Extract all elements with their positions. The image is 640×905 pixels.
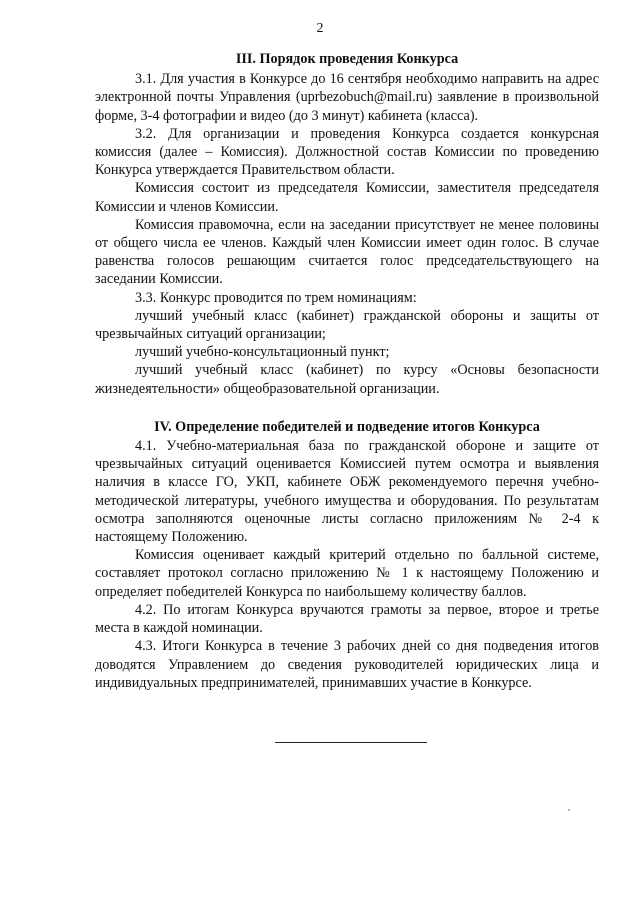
section-3-heading: III. Порядок проведения Конкурса [235,51,459,67]
paragraph-4-1: 4.1. Учебно-материальная база по гражданской обороне и защите от чрезвычайных ситуаций оценивается Комиссией путем осмотра и выявления наличия в классе ГО, УКП, кабинете ОБЖ рекомендуемого перечня учебно-методической литературы, учебного имущества и оборудования. По результатам осмотра заполняются оценочные листы согласно приложениям № 2-4 к настоящему Положению. [95,438,599,546]
nomination-item-civil-defense: лучший учебный класс (кабинет) гражданской обороны и защиты от чрезвычайных ситуаций организации; [95,307,599,343]
page-number: 2 [316,21,324,36]
paragraph-3-2: 3.2. Для организации и проведения Конкурса создается конкурсная комиссия (далее – Комиссия). Должностной состав Комиссии по проведению Конкурса утверждается Правительством области. [95,125,599,179]
paragraph-3-3: 3.3. Конкурс проводится по трем номинациям: [135,289,417,306]
scan-speck [568,809,570,811]
nomination-item-obzh-class: лучший учебный класс (кабинет) по курсу «Основы безопасности жизнедеятельности» общеобразовательной организации. [95,362,599,397]
paragraph-commission-scoring: Комиссия оценивает каждый критерий отдельно по балльной системе, составляет протокол согласно приложению № 1 к настоящему Положению и определяет победителей Конкурса по наибольшему количеству баллов. [95,547,599,600]
paragraph-commission-composition: Комиссия состоит из председателя Комиссии, заместителя председателя Комиссии и членов Комиссии. [95,180,599,215]
document-body [95,50,599,692]
end-separator-line [275,742,427,743]
paragraph-3-1: 3.1. Для участия в Конкурсе до 16 сентября необходимо направить на адрес электронной почты Управления (uprbezobuch@mail.ru) заявление в произвольной форме, 3-4 фотографии и видео (до 3 минут) кабинета (класса). [95,71,599,124]
paragraph-4-2: 4.2. По итогам Конкурса вручаются грамоты за первое, второе и третье места в каждой номинации. [95,601,599,637]
paragraph-commission-quorum: Комиссия правомочна, если на заседании присутствует не менее половины от общего числа ее членов. Каждый член Комиссии имеет один голос. В случае равенства голосов решающим считается голос председательствующего на заседании Комиссии. [95,216,599,288]
nomination-item-consulting-point: лучший учебно-консультационный пункт; [135,344,390,361]
paragraph-4-3: 4.3. Итоги Конкурса в течение 3 рабочих дней со дня подведения итогов доводятся Управлением до сведения руководителей юридических лица и индивидуальных предпринимателей, принимавших участие в Конкурсе. [95,638,599,691]
section-4-heading: IV. Определение победителей и подведение итогов Конкурса [154,418,540,435]
